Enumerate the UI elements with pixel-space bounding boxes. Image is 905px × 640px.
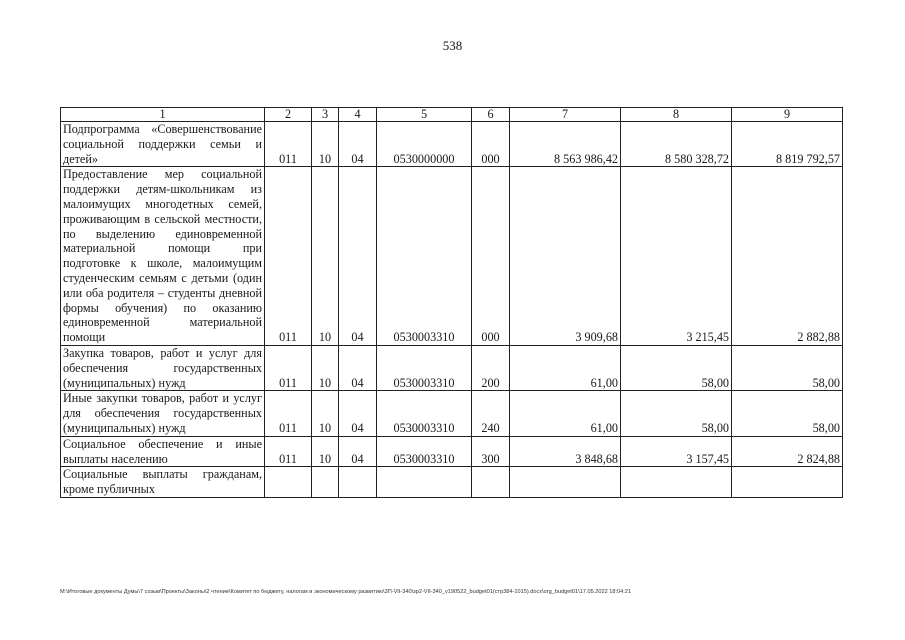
row-name: Социальное обеспечение и иные выплаты населению [61,436,265,467]
expense-type-code: 200 [472,345,510,390]
empty-cell [732,467,843,498]
header-cell: 8 [621,108,732,122]
expense-type-code: 240 [472,391,510,436]
target-code: 0530000000 [377,122,472,167]
expense-type-code: 000 [472,167,510,346]
empty-cell [312,467,339,498]
amount-col-8: 8 580 328,72 [621,122,732,167]
amount-col-7: 3 909,68 [510,167,621,346]
amount-col-7: 61,00 [510,391,621,436]
amount-col-8: 3 157,45 [621,436,732,467]
amount-col-8: 58,00 [621,345,732,390]
table-row [61,345,843,390]
section-code: 10 [312,345,339,390]
header-cell: 6 [472,108,510,122]
header-cell: 9 [732,108,843,122]
target-code: 0530003310 [377,345,472,390]
header-cell: 7 [510,108,621,122]
target-code: 0530003310 [377,436,472,467]
empty-cell [510,467,621,498]
budget-table [60,107,843,498]
empty-cell [339,467,377,498]
header-cell: 1 [61,108,265,122]
amount-col-9: 58,00 [732,391,843,436]
table-row-partial [61,467,843,498]
amount-col-9: 2 882,88 [732,167,843,346]
empty-cell [265,467,312,498]
empty-cell [377,467,472,498]
subsection-code: 04 [339,345,377,390]
table-row [61,167,843,346]
amount-col-9: 2 824,88 [732,436,843,467]
admin-code: 011 [265,391,312,436]
section-code: 10 [312,167,339,346]
table-row [61,436,843,467]
table-row [61,391,843,436]
page-number: 538 [442,38,463,53]
table-row [61,122,843,167]
section-code: 10 [312,122,339,167]
admin-code: 011 [265,345,312,390]
header-cell: 5 [377,108,472,122]
amount-col-8: 3 215,45 [621,167,732,346]
empty-cell [621,467,732,498]
section-code: 10 [312,391,339,436]
document-file-path: M:\Итоговые документы Думы\7 созыв\Проекты\Законы\2 чтение\Комитет по бюджету, налогам и экономическому развитию\3П-VII-340\зр2-VII-340_v190522_budget01(стр384-1015).docx\org_budget01\17.05.2022 18:04:21 [60,589,632,595]
target-code: 0530003310 [377,391,472,436]
admin-code: 011 [265,122,312,167]
expense-type-code: 000 [472,122,510,167]
amount-col-9: 8 819 792,57 [732,122,843,167]
header-cell: 2 [265,108,312,122]
amount-col-8: 58,00 [621,391,732,436]
row-name: Иные закупки товаров, работ и услуг для обеспечения государственных (муниципальных) нужд [61,391,265,436]
row-name: Социальные выплаты гражданам, кроме публичных [61,467,265,498]
amount-col-9: 58,00 [732,345,843,390]
header-cell: 4 [339,108,377,122]
table-header-row [61,108,843,122]
amount-col-7: 3 848,68 [510,436,621,467]
expense-type-code: 300 [472,436,510,467]
subsection-code: 04 [339,391,377,436]
subsection-code: 04 [339,122,377,167]
target-code: 0530003310 [377,167,472,346]
row-name: Подпрограмма «Совершенствование социальной поддержки семьи и детей» [61,122,265,167]
row-name: Закупка товаров, работ и услуг для обеспечения государственных (муниципальных) нужд [61,345,265,390]
header-cell: 3 [312,108,339,122]
empty-cell [472,467,510,498]
row-name: Предоставление мер социальной поддержки детям-школьникам из малоимущих многодетных семей, проживающим в сельской местности, по выделению единовременной материальной помощи при подготовке к школе, малоимущим студенческим семьям с детьми (один или оба родителя – студенты дневной формы обучения) по оказанию единовременной материальной помощи [61,167,265,346]
subsection-code: 04 [339,436,377,467]
subsection-code: 04 [339,167,377,346]
amount-col-7: 61,00 [510,345,621,390]
amount-col-7: 8 563 986,42 [510,122,621,167]
section-code: 10 [312,436,339,467]
admin-code: 011 [265,167,312,346]
admin-code: 011 [265,436,312,467]
